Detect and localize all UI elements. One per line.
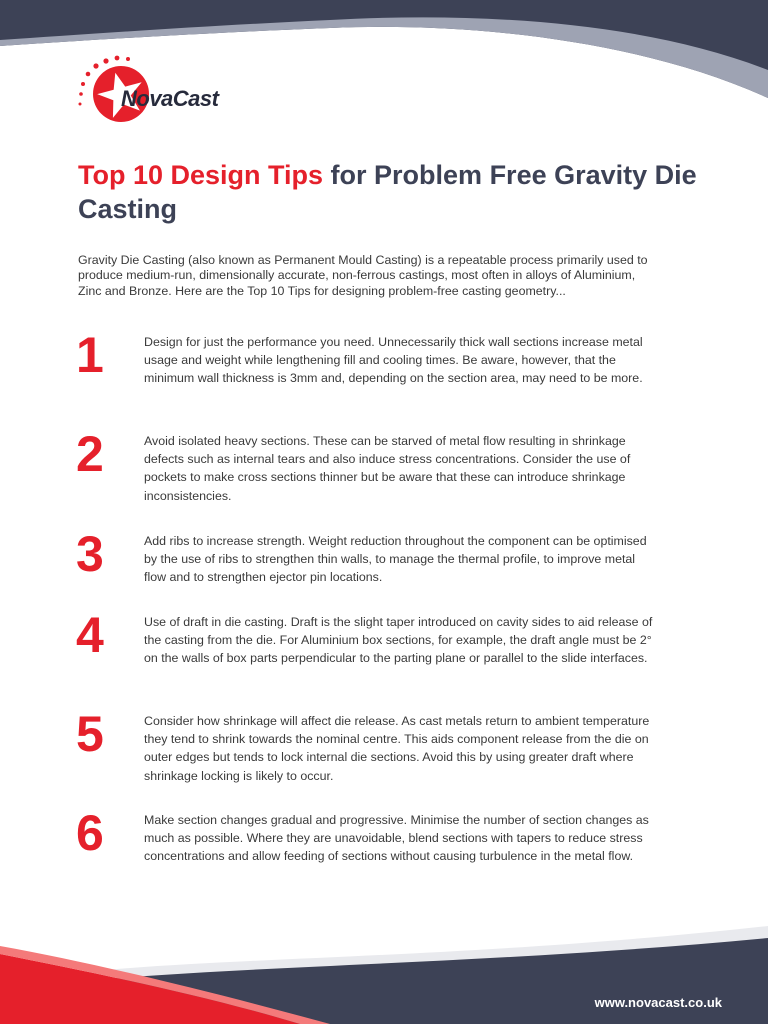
tip-number: 1 (76, 327, 104, 383)
tip-number: 3 (76, 526, 104, 582)
tip-text: Avoid isolated heavy sections. These can be starved of metal flow resulting in shrinkage defects such as internal tears and also induce stress concentrations. Consider the use of pockets to make cross sections thinner but be aware that these can introduce shrinkage inconsistencies. (144, 434, 631, 503)
brand-name: NovaCast (121, 86, 219, 111)
tip-text: Use of draft in die casting. Draft is the slight taper introduced on cavity sides to aid release of the casting from the die. For Aluminium box sections, for example, the draft angle must be 2° on the walls of box parts perpendicular to the parting plane or parallel to the slide interfaces. (144, 615, 653, 666)
footer-url-link[interactable]: www.novacast.co.uk (594, 995, 722, 1010)
tip-number: 2 (76, 426, 104, 482)
title-rest: for Problem Free Gravity Die Casting (78, 160, 697, 224)
tip-text: Design for just the performance you need. Unnecessarily thick wall sections increase metal usage and weight while lengthening fill and cooling times. Be aware, however, that the minimum wall thickness is 3mm and, depending on the section area, may need to be more. (144, 335, 643, 386)
tip-text: Add ribs to increase strength. Weight reduction throughout the component can be optimised by the use of ribs to strengthen thin walls, to manage the thermal profile, to improve metal flow and to strengthen ejector pin locations. (144, 534, 647, 585)
page-title (78, 158, 718, 226)
intro-paragraph: Gravity Die Casting (also known as Permanent Mould Casting) is a repeatable process primarily used to produce medium-run, dimensionally accurate, non-ferrous castings, most often in alloys of Aluminium, Zinc and Bronze. Here are the Top 10 Tips for designing problem-free casting geometry... (78, 253, 648, 298)
tip-text: Make section changes gradual and progressive. Minimise the number of section changes as much as possible. Where they are unavoidable, blend sections with tapers to reduce stress concentrations and allow feeding of sections without causing turbulence in the metal flow. (144, 813, 649, 864)
tip-number: 6 (76, 805, 104, 861)
title-accent: Top 10 Design Tips (78, 160, 324, 190)
tip-number: 4 (76, 607, 104, 663)
tip-number: 5 (76, 706, 104, 762)
tip-text: Consider how shrinkage will affect die release. As cast metals return to ambient temperature they tend to shrink towards the nominal centre. This aids component release from the die on outer edges but tends to lock internal die sections. Avoid this by using greater draft where shrinkage locking is likely to occur. (144, 714, 650, 783)
